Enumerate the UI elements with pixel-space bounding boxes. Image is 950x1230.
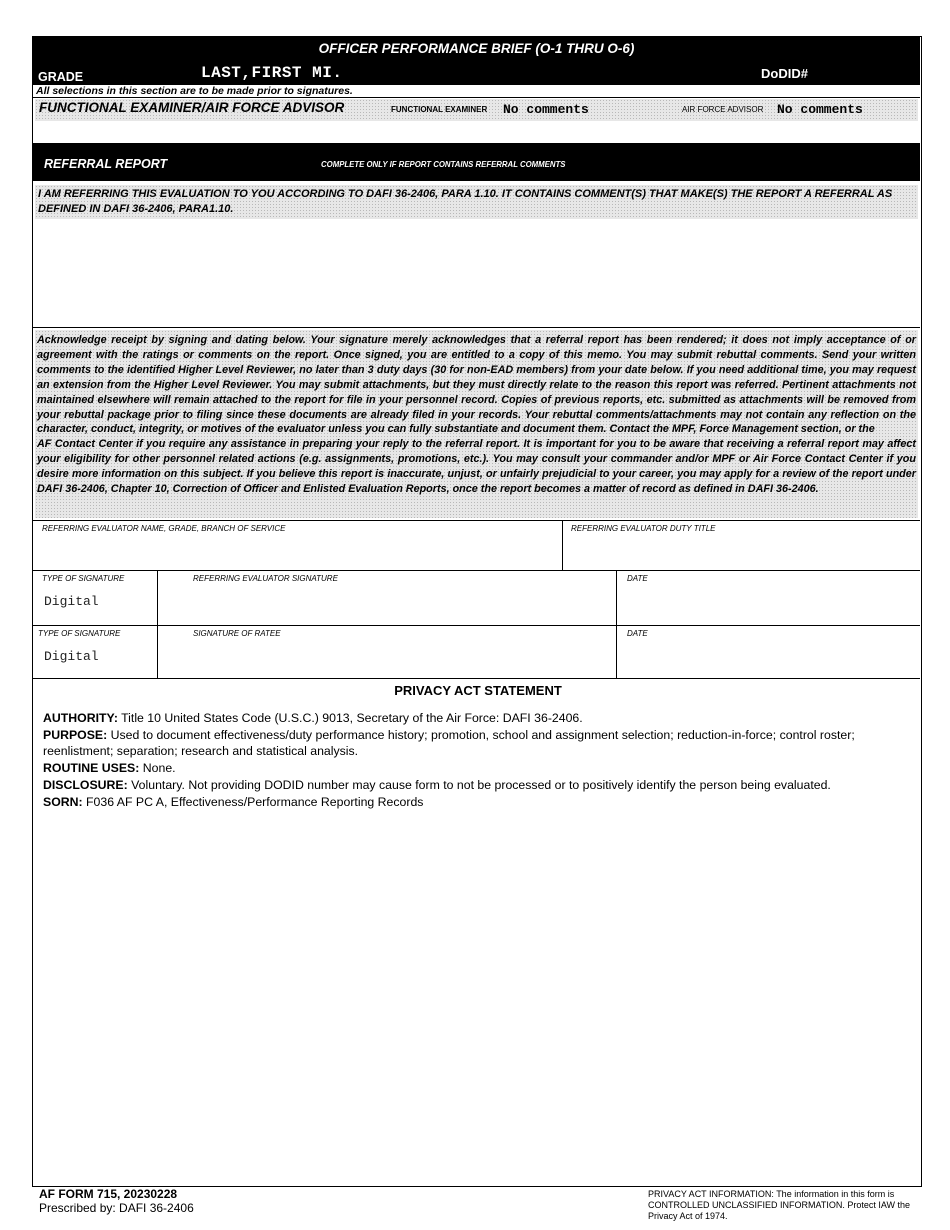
privacy-purpose: [43, 727, 913, 761]
ratee-date-field[interactable]: [618, 626, 920, 678]
evaluator-signature-label: REFERRING EVALUATOR SIGNATURE: [193, 574, 338, 583]
evaluator-name-field[interactable]: [33, 521, 562, 571]
privacy-act-statement: [43, 683, 913, 811]
purpose-text: Used to document effectiveness/duty performance history; promotion, school and assignment selection; reduction-in-force; control roster; reenlistment; separation; research and statistical analysis.: [43, 727, 855, 759]
ratee-signature-label: SIGNATURE OF RATEE: [193, 629, 281, 638]
divider: [616, 571, 617, 626]
evaluator-duty-label: REFERRING EVALUATOR DUTY TITLE: [571, 524, 716, 533]
grade-label: GRADE: [38, 70, 84, 84]
referral-report-header: [33, 143, 920, 181]
functional-examiner-select[interactable]: No comments: [503, 102, 589, 117]
privacy-sorn: [43, 794, 913, 811]
form-footer-id: [39, 1187, 194, 1215]
ratee-signature-type-select[interactable]: Digital: [44, 649, 99, 664]
functional-examiner-title: FUNCTIONAL EXAMINER/AIR FORCE ADVISOR: [39, 100, 345, 115]
form-number: AF FORM 715, 20230228: [39, 1187, 178, 1201]
sorn-text: F036 AF PC A, Effectiveness/Performance Reporting Records: [82, 794, 424, 809]
divider: [157, 626, 158, 678]
privacy-act-info: PRIVACY ACT INFORMATION: The information in this form is CONTROLLED UNCLASSIFIED INFORMATION. Protect IAW the Privacy Act of 1974.: [648, 1189, 911, 1221]
referral-statement: I AM REFERRING THIS EVALUATION TO YOU ACCORDING TO DAFI 36-2406, PARA 1.10. IT CONTAINS COMMENT(S) THAT MAKE(S) THE REPORT A REFERRAL AS DEFINED IN DAFI 36-2406, PARA1.10.: [35, 185, 918, 219]
ratee-date-label: DATE: [627, 629, 648, 638]
functional-examiner-label: FUNCTIONAL EXAMINER: [391, 105, 488, 114]
form-title: OFFICER PERFORMANCE BRIEF (O-1 THRU O-6): [318, 41, 635, 56]
evaluator-date-field[interactable]: [618, 571, 920, 626]
disclosure-text: Voluntary. Not providing DODID number may cause form to not be processed or to positively identify the person being evaluated.: [127, 777, 831, 792]
referral-acknowledgement: [35, 330, 918, 518]
functional-examiner-section: [35, 99, 918, 121]
dodid-label: DoDID#: [761, 66, 808, 81]
purpose-label: PURPOSE:: [43, 727, 108, 742]
referral-report-title: REFERRAL REPORT: [44, 157, 168, 171]
divider: [157, 571, 158, 626]
form-header: [33, 37, 920, 85]
disclosure-label: DISCLOSURE:: [43, 777, 128, 792]
signature-type-select[interactable]: Digital: [44, 594, 99, 609]
acknowledgement-text-2: AF Contact Center if you require any assistance in preparing your reply to the referral report. It is important for you to be aware that receiving a referral report may affect your eligibility for other personnel related actions (e.g. assignments, promotions, etc.). You may consult your commander and/or MPF or Air Force Contact Center if you desire more information on this subject. If you believe this report is inaccurate, unjust, or unfairly prejudicial to your career, you may apply for a review of the report under DAFI 36-2406, Chapter 10, Correction of Officer and Enlisted Evaluation Reports, once the report becomes a matter of record as defined in DAFI 36-2406.: [37, 438, 916, 496]
referral-report-note: COMPLETE ONLY IF REPORT CONTAINS REFERRAL COMMENTS: [321, 160, 566, 169]
divider: [562, 521, 563, 571]
signature-type-label: TYPE OF SIGNATURE: [42, 574, 125, 583]
authority-text: Title 10 United States Code (U.S.C.) 9013, Secretary of the Air Force: DAFI 36-2406.: [117, 710, 583, 725]
air-force-advisor-select[interactable]: No comments: [777, 102, 863, 117]
divider: [33, 678, 920, 679]
selections-note: All selections in this section are to be made prior to signatures.: [36, 85, 353, 97]
privacy-authority: [43, 710, 913, 727]
prescribed-by: Prescribed by: DAFI 36-2406: [39, 1201, 194, 1215]
privacy-routine-uses: [43, 760, 913, 777]
evaluator-duty-field[interactable]: [564, 521, 920, 571]
authority-label: AUTHORITY:: [43, 710, 118, 725]
evaluator-signature-field[interactable]: [159, 571, 616, 626]
routine-uses-label: ROUTINE USES:: [43, 761, 140, 776]
sorn-label: SORN:: [43, 794, 83, 809]
air-force-advisor-label: AIR FORCE ADVISOR: [682, 105, 764, 114]
evaluator-date-label: DATE: [627, 574, 648, 583]
divider: [33, 327, 920, 328]
referral-comments-area[interactable]: [33, 219, 920, 327]
evaluator-name-label: REFERRING EVALUATOR NAME, GRADE, BRANCH OF SERVICE: [42, 524, 286, 533]
af-form-715: [32, 36, 922, 1187]
divider: [616, 626, 617, 678]
acknowledgement-text-1: Acknowledge receipt by signing and dating below. Your signature merely acknowledges that a referral report has been rendered; it does not imply acceptance of or agreement with the ratings or comments on the report. Once signed, you are entitled to a copy of this memo. You may submit rebuttal comments. Send your written comments to the identified Higher Level Reviewer, no later than 3 duty days (30 for non-EAD members) from your date below. If you need additional time, you may request an extension from the Higher Level Reviewer. You may submit attachments, but they must directly relate to the reason this report was referred. Pertinent attachments not maintained elsewhere will remain attached to the report for file in your personnel record. Copies of previous reports, etc. submitted as attachments will be removed from your rebuttal package prior to filing since these documents are already filed in your records. Your rebuttal comments/attachments may not contain any reflection on the character, conduct, integrity, or motives of the evaluator unless you can fully substantiate and document them. Contact the MPF, Force Management section, or the: [37, 334, 916, 436]
routine-uses-text: None.: [139, 761, 176, 776]
ratee-signature-type-label: TYPE OF SIGNATURE: [38, 629, 121, 638]
ratee-signature-field[interactable]: [159, 626, 616, 678]
privacy-disclosure: [43, 777, 913, 794]
name-field[interactable]: LAST,FIRST MI.: [201, 64, 343, 82]
privacy-title: PRIVACY ACT STATEMENT: [394, 683, 562, 698]
divider: [33, 97, 920, 98]
